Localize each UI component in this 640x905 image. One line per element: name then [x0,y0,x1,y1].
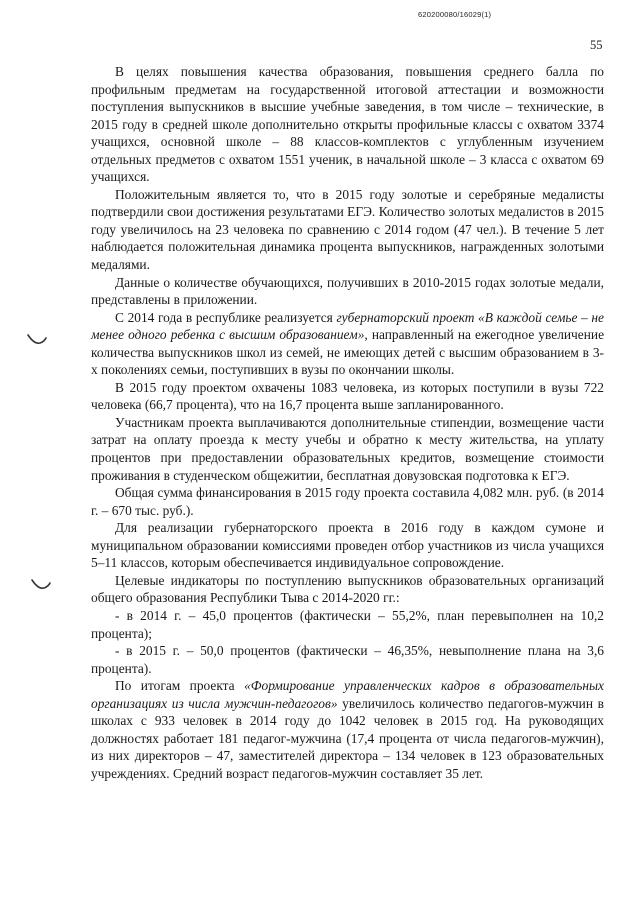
paragraph-selection-2016: Для реализации губернаторского проекта в 2016 году в каждом сумоне и муниципальном образовании комиссиями проведен отбор участников из числа учащихся 5–11 классов, которым обеспечивается индивидуальное сопровождение. [91,520,604,571]
paragraph-segment: , направленный на ежегодное увеличение количества выпускников школ из семей, не имеющих детей с высшим образованием в 3-х поколениях семьи, поступивших в вузы по окончании школы. [91,327,605,378]
project-title-italic: «Формирование управленческих кадров в образовательных организациях из числа мужчин-педагогов» [91,678,604,711]
margin-check-mark-icon [26,332,48,346]
page-number: 55 [590,38,603,52]
paragraph-segment: увеличилось количество педагогов-мужчин в школах с 933 человек в 2014 году до 1042 человек в 2015 год. На руководящих должностях работает 181 педагог-мужчина (17,4 процента от числа педагогов-мужчин), из них директоров – 47, заместителей директора – 134 человек в 123 образовательных учреждениях. Средний возраст педагогов-мужчин составляет 35 лет. [91,695,604,781]
paragraph-financing: Общая сумма финансирования в 2015 году проекта составила 4,082 млн. руб. (в 2014 г. – 670 тыс. руб.). [91,485,604,518]
paragraph-appendix-note: Данные о количестве обучающихся, получивших в 2010-2015 годах золотые медали, представлены в приложении. [91,274,604,308]
paragraph-governor-project [91,309,604,379]
project-title-italic: губернаторский проект «В каждой семье – не менее одного ребенка с высшим образованием» [91,309,604,343]
paragraph-participant-benefits: Участникам проекта выплачиваются дополнительные стипендии, возмещение части затрат на оплату проезда к месту учебы и обратно к месту жительства, на уплату процентов при предоставлении образовательных кредитов, возмещение стоимости проживания в студенческом общежитии, бесплатная довузовская подготовка к ЕГЭ. [91,414,604,483]
margin-check-mark-icon [30,577,52,591]
document-stamp: 620200080/16029(1) [418,10,492,19]
paragraph-segment: С 2014 года в республике реализуется [115,309,337,325]
paragraph-target-indicators: Целевые индикаторы по поступлению выпускников образовательных организаций общего образования Республики Тыва с 2014-2020 гг.: [91,572,604,606]
paragraph-segment: По итогам проекта [115,678,245,694]
document-body [91,63,604,782]
paragraph-male-teachers [91,677,604,782]
list-item-2014: - в 2014 г. – 45,0 процентов (фактически – 55,2%, план перевыполнен на 10,2 процента); [91,607,604,641]
paragraph-profile-classes: В целях повышения качества образования, повышения среднего балла по профильным предметам на государственной итоговой аттестации и возможности поступления выпускников в высшие учебные заведения, в том числе – технические, в 2015 году в средней школе дополнительно открыты профильные классы с охватом 3374 учащихся, основной школе – 88 классов-комплектов с углубленным изучением отдельных предметов с охватом 1551 ученик, в начальной школе – 3 класса с охватом 69 учащихся. [91,64,604,185]
paragraph-project-coverage: В 2015 году проектом охвачены 1083 человека, из которых поступили в вузы 722 человека (66,7 процента), что на 16,7 процента выше запланированного. [91,379,604,413]
paragraph-medalists: Положительным является то, что в 2015 году золотые и серебряные медалисты подтвердили свои достижения результатами ЕГЭ. Количество золотых медалистов в 2015 году увеличилось на 23 человека по сравнению с 2014 годом (47 чел.). В течение 5 лет наблюдается положительная динамика процента выпускников, награжденных золотыми медалями. [91,186,604,273]
list-item-2015: - в 2015 г. – 50,0 процентов (фактически – 46,35%, невыполнение плана на 3,6 процента). [91,643,604,676]
